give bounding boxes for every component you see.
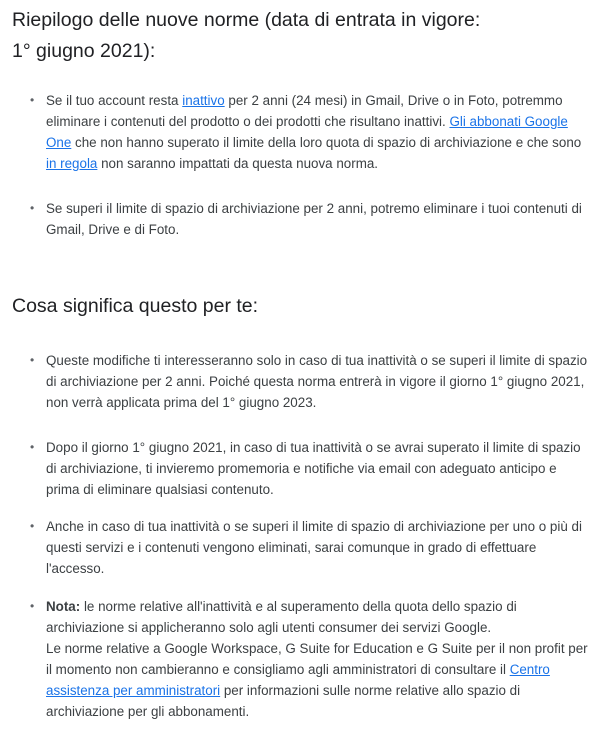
bullet-icon: • [30, 201, 35, 215]
in-good-standing-link[interactable]: in regola [46, 156, 98, 171]
bullet-icon: • [30, 353, 35, 367]
admin-help-center-link[interactable]: Centro assistenza per amministratori [46, 662, 550, 698]
note-label: Nota: [46, 599, 81, 614]
list-item-text: Se superi il limite di spazio di archiviazione per 2 anni, potremo eliminare i tuoi contenuti di Gmail, Drive e di Foto. [46, 201, 582, 237]
list-item-text: Anche in caso di tua inattività o se superi il limite di spazio di archiviazione per uno o più di questi servizi e i contenuti vengono eliminati, sarai comunque in grado di effettuare l'accesso. [46, 519, 582, 576]
list-item-text: Dopo il giorno 1° giugno 2021, in caso di tua inattività o se avrai superato il limite di spazio di archiviazione, ti invieremo promemoria e notifiche via email con adeguato anticipo e prima di eliminare qualsiasi contenuto. [46, 440, 581, 497]
section-title-summary [12, 5, 592, 67]
bullet-icon: • [30, 599, 35, 613]
bullet-icon: • [30, 519, 35, 533]
bullet-icon: • [30, 440, 35, 454]
list-item-text: Nota: le norme relative all'inattività e al superamento della quota dello spazio di archiviazione si applicheranno solo agli utenti consumer dei servizi Google. Le norme relative a Google Workspace, G Suite for Education e G Suite per il non profit per il momento non cambieranno e consigliamo agli amministratori di consultare il Centro assistenza per amministratori per informazioni sulle norme relative allo spazio di archiviazione per gli abbonamenti. [46, 599, 588, 719]
title-line-2: 1° giugno 2021): [12, 40, 156, 62]
google-one-subscribers-link[interactable]: Gli abbonati Google One [46, 114, 568, 150]
section-title-what-it-means: Cosa significa questo per te: [12, 295, 259, 317]
bullet-icon: • [30, 93, 35, 107]
list-item-text: Queste modifiche ti interesseranno solo in caso di tua inattività o se superi il limite di spazio di archiviazione per 2 anni. Poiché questa norma entrerà in vigore il giorno 1° giugno 2021, non verrà applicata prima del 1° giugno 2023. [46, 353, 588, 410]
title-line-1: Riepilogo delle nuove norme (data di entrata in vigore: [12, 9, 481, 31]
list-item-text: Se il tuo account resta inattivo per 2 anni (24 mesi) in Gmail, Drive o in Foto, potremmo eliminare i contenuti del prodotto o dei prodotti che risultano inattivi. Gli abbonati Google One che non hanno superato il limite della loro quota di spazio di archiviazione e che sono in regola non saranno impattati da questa nuova norma. [46, 93, 582, 171]
inactive-link[interactable]: inattivo [182, 93, 225, 108]
